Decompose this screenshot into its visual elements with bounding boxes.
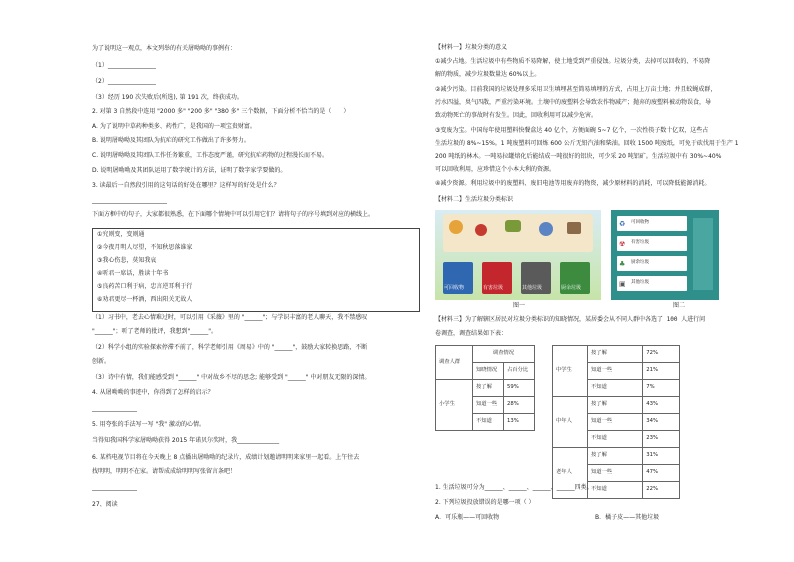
header-level: 知晓情况 (473, 363, 504, 380)
table-cell: 不知道 (588, 380, 643, 397)
legend-hazardous-label: 有害垃圾 (631, 240, 649, 245)
quote-box (92, 228, 420, 312)
intro-line: 为了说明这一观点，本文列举的有关屠呦呦的事例有： (92, 45, 237, 52)
option-r-b: B．橘子皮——其他垃圾 (595, 514, 660, 521)
leaf-icon (505, 220, 521, 232)
table-cell: 21% (643, 363, 680, 380)
para-2: ②减少污染。目前我国的垃圾处理多采用卫生填埋甚至简易填埋的方式，占用上万亩土地；并且蚊蝇成群， (435, 86, 717, 93)
para-3: ③变废为宝。中国每年使用塑料快餐盒达 40 亿个，方便面碗 5~7 亿个，一次性筷子数十亿双，这些占 (435, 127, 709, 134)
hazard-icon: ☢ (619, 240, 626, 248)
table-cell: 7% (643, 380, 680, 397)
hazardous-bin-label: 有害垃圾 (483, 284, 504, 291)
para-3d: 可以回收利用，应珍惜这个小本大利的资源。 (435, 166, 556, 173)
other-bin-label: 其他垃圾 (522, 284, 543, 291)
recyclable-bin (443, 262, 473, 294)
figure-1-caption: 图一 (513, 302, 526, 309)
trash-bag-icon (567, 222, 581, 234)
material-2-title: 【材料二】生活垃圾分类标识 (435, 196, 514, 203)
example-3: （3）经历 190 次失败后(所选), 第 191 次，终获成功。 (92, 94, 243, 101)
legend-other (617, 276, 687, 291)
option-a: A. 为了说明中草药种类多、药性广，是我国的一项宝贵财富。 (92, 123, 256, 130)
sub-q2-line2: 创新。 (92, 358, 111, 365)
kitchen-bin (560, 262, 590, 294)
question-6-line1: 6. 某档电视节目将在今天晚上 8 点播出屠呦呦的纪录片，成绩计划邀请明明来家里一起看。上午往去 (92, 454, 360, 461)
recyclable-bin-label: 可回收物 (444, 284, 465, 291)
table-cell: 28% (504, 397, 535, 414)
legend-recyclable (617, 216, 687, 231)
table-cell: 34% (643, 414, 680, 431)
legend-kitchen (617, 256, 687, 271)
figure-2-caption: 图二 (673, 302, 686, 309)
table-cell: 13% (504, 414, 535, 431)
quote-5: ⑤良药苦口利于病，忠言逆耳利于行 (97, 283, 193, 290)
para-1b: 解的物质，减少垃圾数量达 60%以上。 (435, 71, 541, 78)
table-cell: 不知道 (588, 431, 643, 448)
table-cell: 按了解 (473, 380, 504, 397)
figure-1-bins-image (435, 210, 601, 300)
group-middle: 中学生 (553, 346, 588, 397)
question-5-prompt: 当得知我国科学家屠呦呦获得 2015 年诺贝尔奖时，我______________ (92, 437, 280, 444)
material-1-title: 【材料一】垃圾分类的意义 (435, 44, 508, 51)
quote-2: ②今夜月明人尽望，不知秋思落谁家 (97, 244, 193, 251)
bottle-icon (539, 222, 553, 236)
question-4-blank: _______________ (92, 405, 137, 412)
table-cell: 43% (643, 397, 680, 414)
group-adult: 中年人 (553, 397, 588, 448)
quote-1: ①究则变，变则通 (97, 231, 145, 238)
sub-q1-line1: （1）习书中，老去心情难过时，可以引用《采薇》里的 "______"；与学识丰富的老人聊天，我不禁感叹 (92, 314, 368, 321)
header-pct: 占百分比 (504, 363, 535, 380)
question-2: 2. 对第 3 自然段中连用 "2000 多" "200 多" "380 多" 三个数据，下面分析不恰当的是（ ） (92, 108, 350, 115)
trash-icon: ▣ (619, 280, 626, 288)
header-group: 调查人群 (436, 346, 473, 380)
sub-q3: （3）诗中有情，我们能感受到 "______" 中对故乡不尽的思念; 能够受到 "______" 中对朋友无限的深情。 (92, 374, 371, 381)
hazardous-bin (482, 262, 512, 294)
food-waste-icon: ♣ (619, 260, 626, 268)
option-r-a: A．可乐瓶——可回收物 (435, 514, 500, 521)
question-4: 4. 从屠呦呦的事迹中，你得到了怎样的启示？ (92, 389, 214, 396)
table-cell: 知道一些 (473, 397, 504, 414)
para-2b: 污水四溢，臭气四散，严重污染环境。土壤中的废塑料会导致农作物减产；抛弃的废塑料被动物误食，导 (435, 99, 712, 106)
table-cell: 按了解 (588, 448, 643, 465)
question-3: 3. 读最后一自然段引用的这句话的好处在哪里？这样写的好处是什么？ (92, 182, 280, 189)
material-3-title: 【材料三】为了解辖区居民对垃圾分类标识的知晓情况，某居委会从不同人群中各选了 100 人进行问 (435, 316, 706, 323)
question-r1: 1. 生活垃圾可分为______、______、______、______四类。 (435, 484, 593, 491)
option-b: B. 说明屠呦呦及其团队为抗疟的研究工作做出了许多努力。 (92, 137, 250, 144)
legend-other-label: 其他垃圾 (631, 280, 649, 285)
quote-4: ④听君一席话，胜读十年书 (97, 270, 169, 277)
box-instruction: 下面方框中的句子，大家都很熟悉，在下面哪个情境中可以引用它们？请将句子的序号填到对应的横线上。 (92, 211, 375, 218)
table-cell: 72% (643, 346, 680, 363)
option-d: D. 说明屠呦呦及其团队运用了数字统计的方法，证明了数字家学要做的。 (92, 167, 287, 174)
table-cell: 59% (504, 380, 535, 397)
table-cell: 按了解 (588, 397, 643, 414)
quote-6: ⑥劝君更尽一杯酒，西出阳关无故人 (97, 296, 193, 303)
table-cell: 不知道 (588, 482, 643, 499)
fruit-icon (449, 220, 463, 234)
table-cell: 知道一些 (588, 465, 643, 482)
survey-table-2 (552, 345, 680, 499)
legend-recyclable-label: 可回收物 (631, 220, 649, 225)
table-cell: 22% (643, 482, 680, 499)
figure-2-legend-image (611, 210, 719, 300)
table-cell: 不知道 (473, 414, 504, 431)
sub-q1-line2: "______"；听了老师的批评，我想到"______"。 (92, 328, 218, 335)
para-1: ①减少占地。生活垃圾中有些物质不易降解，使土地受到严重侵蚀。垃圾分类，去掉可以回收的、不易降 (435, 58, 711, 65)
legend-kitchen-label: 厨余垃圾 (631, 260, 649, 265)
other-bin (521, 262, 551, 294)
answer-line: _________________________ (92, 197, 167, 204)
group-elderly: 老年人 (553, 448, 588, 499)
survey-table-1 (435, 345, 535, 431)
para-3c: 200 吨纸的林木。一吨易拉罐熔化后能结成一吨很好的铝块，可少采 20 吨铝矿。生活垃圾中有 30%~40% (435, 153, 722, 160)
question-6-blank: _______________ (92, 484, 137, 491)
para-3b: 生活垃圾的 8%~15%。1 吨废塑料可回炼 600 公斤无铅汽油和柴油。回收 1500 吨废纸，可免于砍伐用于生产 1 (435, 140, 739, 147)
header-situation: 调查情况 (473, 346, 535, 363)
sub-q2-line1: （2）科学小组的实验探索停滞不前了，科学老师引用《周易》中的 "______"，鼓励大家转换思路，不断 (92, 344, 368, 351)
table-cell: 知道一些 (588, 414, 643, 431)
legend-hazardous (617, 236, 687, 251)
para-2c: 致动物死亡的事故时有发生。因此，回收利用可以减少危害。 (435, 112, 598, 119)
question-5: 5. 用夸张的手法写一写 "我" 激动的心情。 (92, 421, 205, 428)
table-cell: 23% (643, 431, 680, 448)
example-2-blank: （2）________________ (92, 78, 156, 85)
example-1-blank: （1）________________ (92, 62, 156, 69)
material-3-title-cont: 卷调查，调查结果如下表： (435, 330, 508, 337)
reading-heading: 27、阅读 (92, 501, 118, 508)
group-primary: 小学生 (436, 380, 473, 431)
question-6-line2: 找明明，明明不在家。请帮成成给明明写张留言条吧！ (92, 468, 237, 475)
recycle-icon: ♻ (619, 220, 626, 228)
quote-3: ③我心伤悲，莫知我哀 (97, 257, 157, 264)
table-cell: 知道一些 (588, 363, 643, 380)
legend-side-bar (693, 218, 713, 290)
question-r2: 2. 下列垃圾投放错误的是哪一项（ ） (435, 499, 535, 506)
battery-icon (475, 224, 487, 236)
table-cell: 按了解 (588, 346, 643, 363)
table-cell: 31% (643, 448, 680, 465)
para-4: ④减少资源。利用垃圾中的废塑料、废旧电池等用废弃的物资，减少原材料的消耗，可以降低能源消耗。 (435, 180, 711, 187)
table-cell: 47% (643, 465, 680, 482)
option-c: C. 说明屠呦呦及其团队工作任务繁重，工作态度严谨，研究抗疟药物的过程漫长而不易。 (92, 152, 329, 159)
kitchen-bin-label: 厨余垃圾 (561, 284, 582, 291)
